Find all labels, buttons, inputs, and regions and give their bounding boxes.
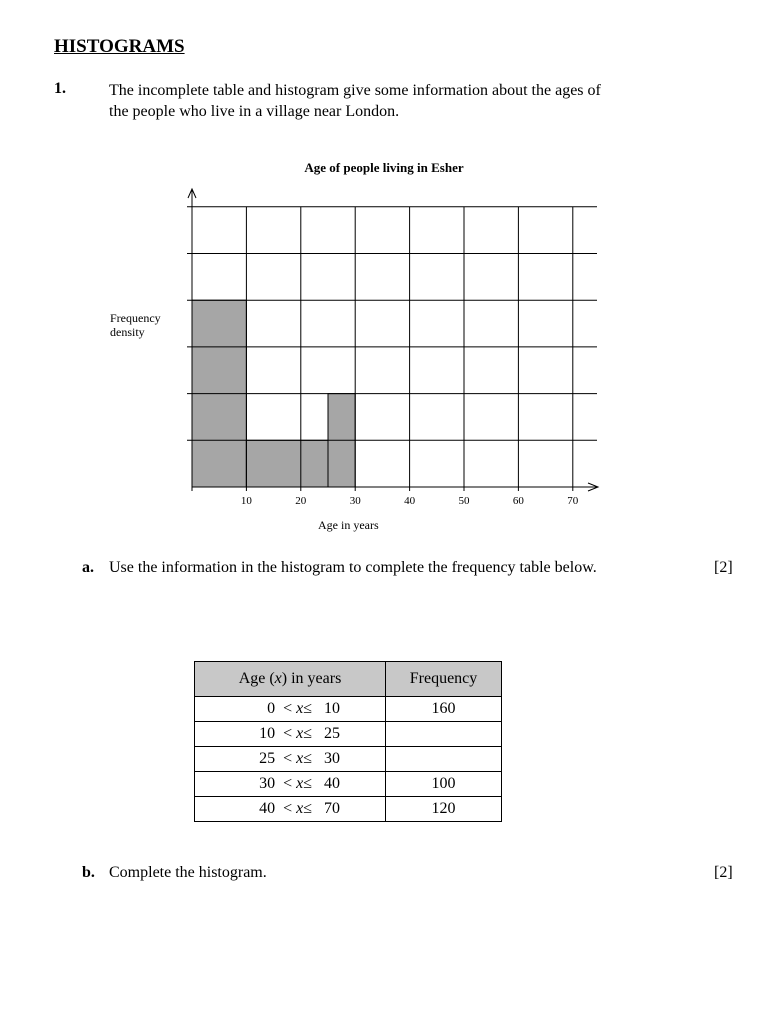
table-row <box>195 697 502 722</box>
part-b-letter: b. <box>82 864 95 881</box>
part-b-marks: [2] <box>714 864 733 881</box>
table-row <box>195 797 502 822</box>
y-axis-label: Frequency density <box>110 311 161 339</box>
table-row <box>195 747 502 772</box>
frequency-cell: 160 <box>386 697 502 722</box>
header-age: Age (x) in years <box>195 662 386 697</box>
part-b-text: Complete the histogram. <box>109 864 267 881</box>
age-interval-cell: 10 < x≤ 25 <box>195 722 386 747</box>
part-a-letter: a. <box>82 559 94 576</box>
intro-line-1: The incomplete table and histogram give some information about the ages of <box>109 82 601 99</box>
x-axis-label: Age in years <box>318 518 379 532</box>
part-a-marks: [2] <box>714 559 733 576</box>
page-title: HISTOGRAMS <box>54 36 185 57</box>
table-header-row <box>195 662 502 697</box>
frequency-cell[interactable] <box>386 747 502 772</box>
frequency-cell: 100 <box>386 772 502 797</box>
age-interval-cell: 0 < x≤ 10 <box>195 697 386 722</box>
x-tick-label: 60 <box>512 495 524 507</box>
frequency-cell[interactable] <box>386 722 502 747</box>
table-row <box>195 772 502 797</box>
header-frequency: Frequency <box>386 662 502 697</box>
part-a-text: Use the information in the histogram to complete the frequency table below. <box>109 559 597 576</box>
frequency-cell: 120 <box>386 797 502 822</box>
x-tick-label: 10 <box>240 495 252 507</box>
chart-title: Age of people living in Esher <box>304 160 464 175</box>
x-tick-label: 30 <box>349 495 361 507</box>
intro-line-2: the people who live in a village near London. <box>109 103 400 120</box>
x-tick-label: 70 <box>567 495 579 507</box>
x-tick-label: 50 <box>458 495 470 507</box>
age-interval-cell: 25 < x≤ 30 <box>195 747 386 772</box>
frequency-table <box>194 661 502 822</box>
x-tick-label: 20 <box>295 495 307 507</box>
age-interval-cell: 40 < x≤ 70 <box>195 797 386 822</box>
x-tick-label: 40 <box>404 495 416 507</box>
question-number: 1. <box>54 80 66 97</box>
table-row <box>195 722 502 747</box>
histogram-bar <box>246 440 328 487</box>
age-interval-cell: 30 < x≤ 40 <box>195 772 386 797</box>
